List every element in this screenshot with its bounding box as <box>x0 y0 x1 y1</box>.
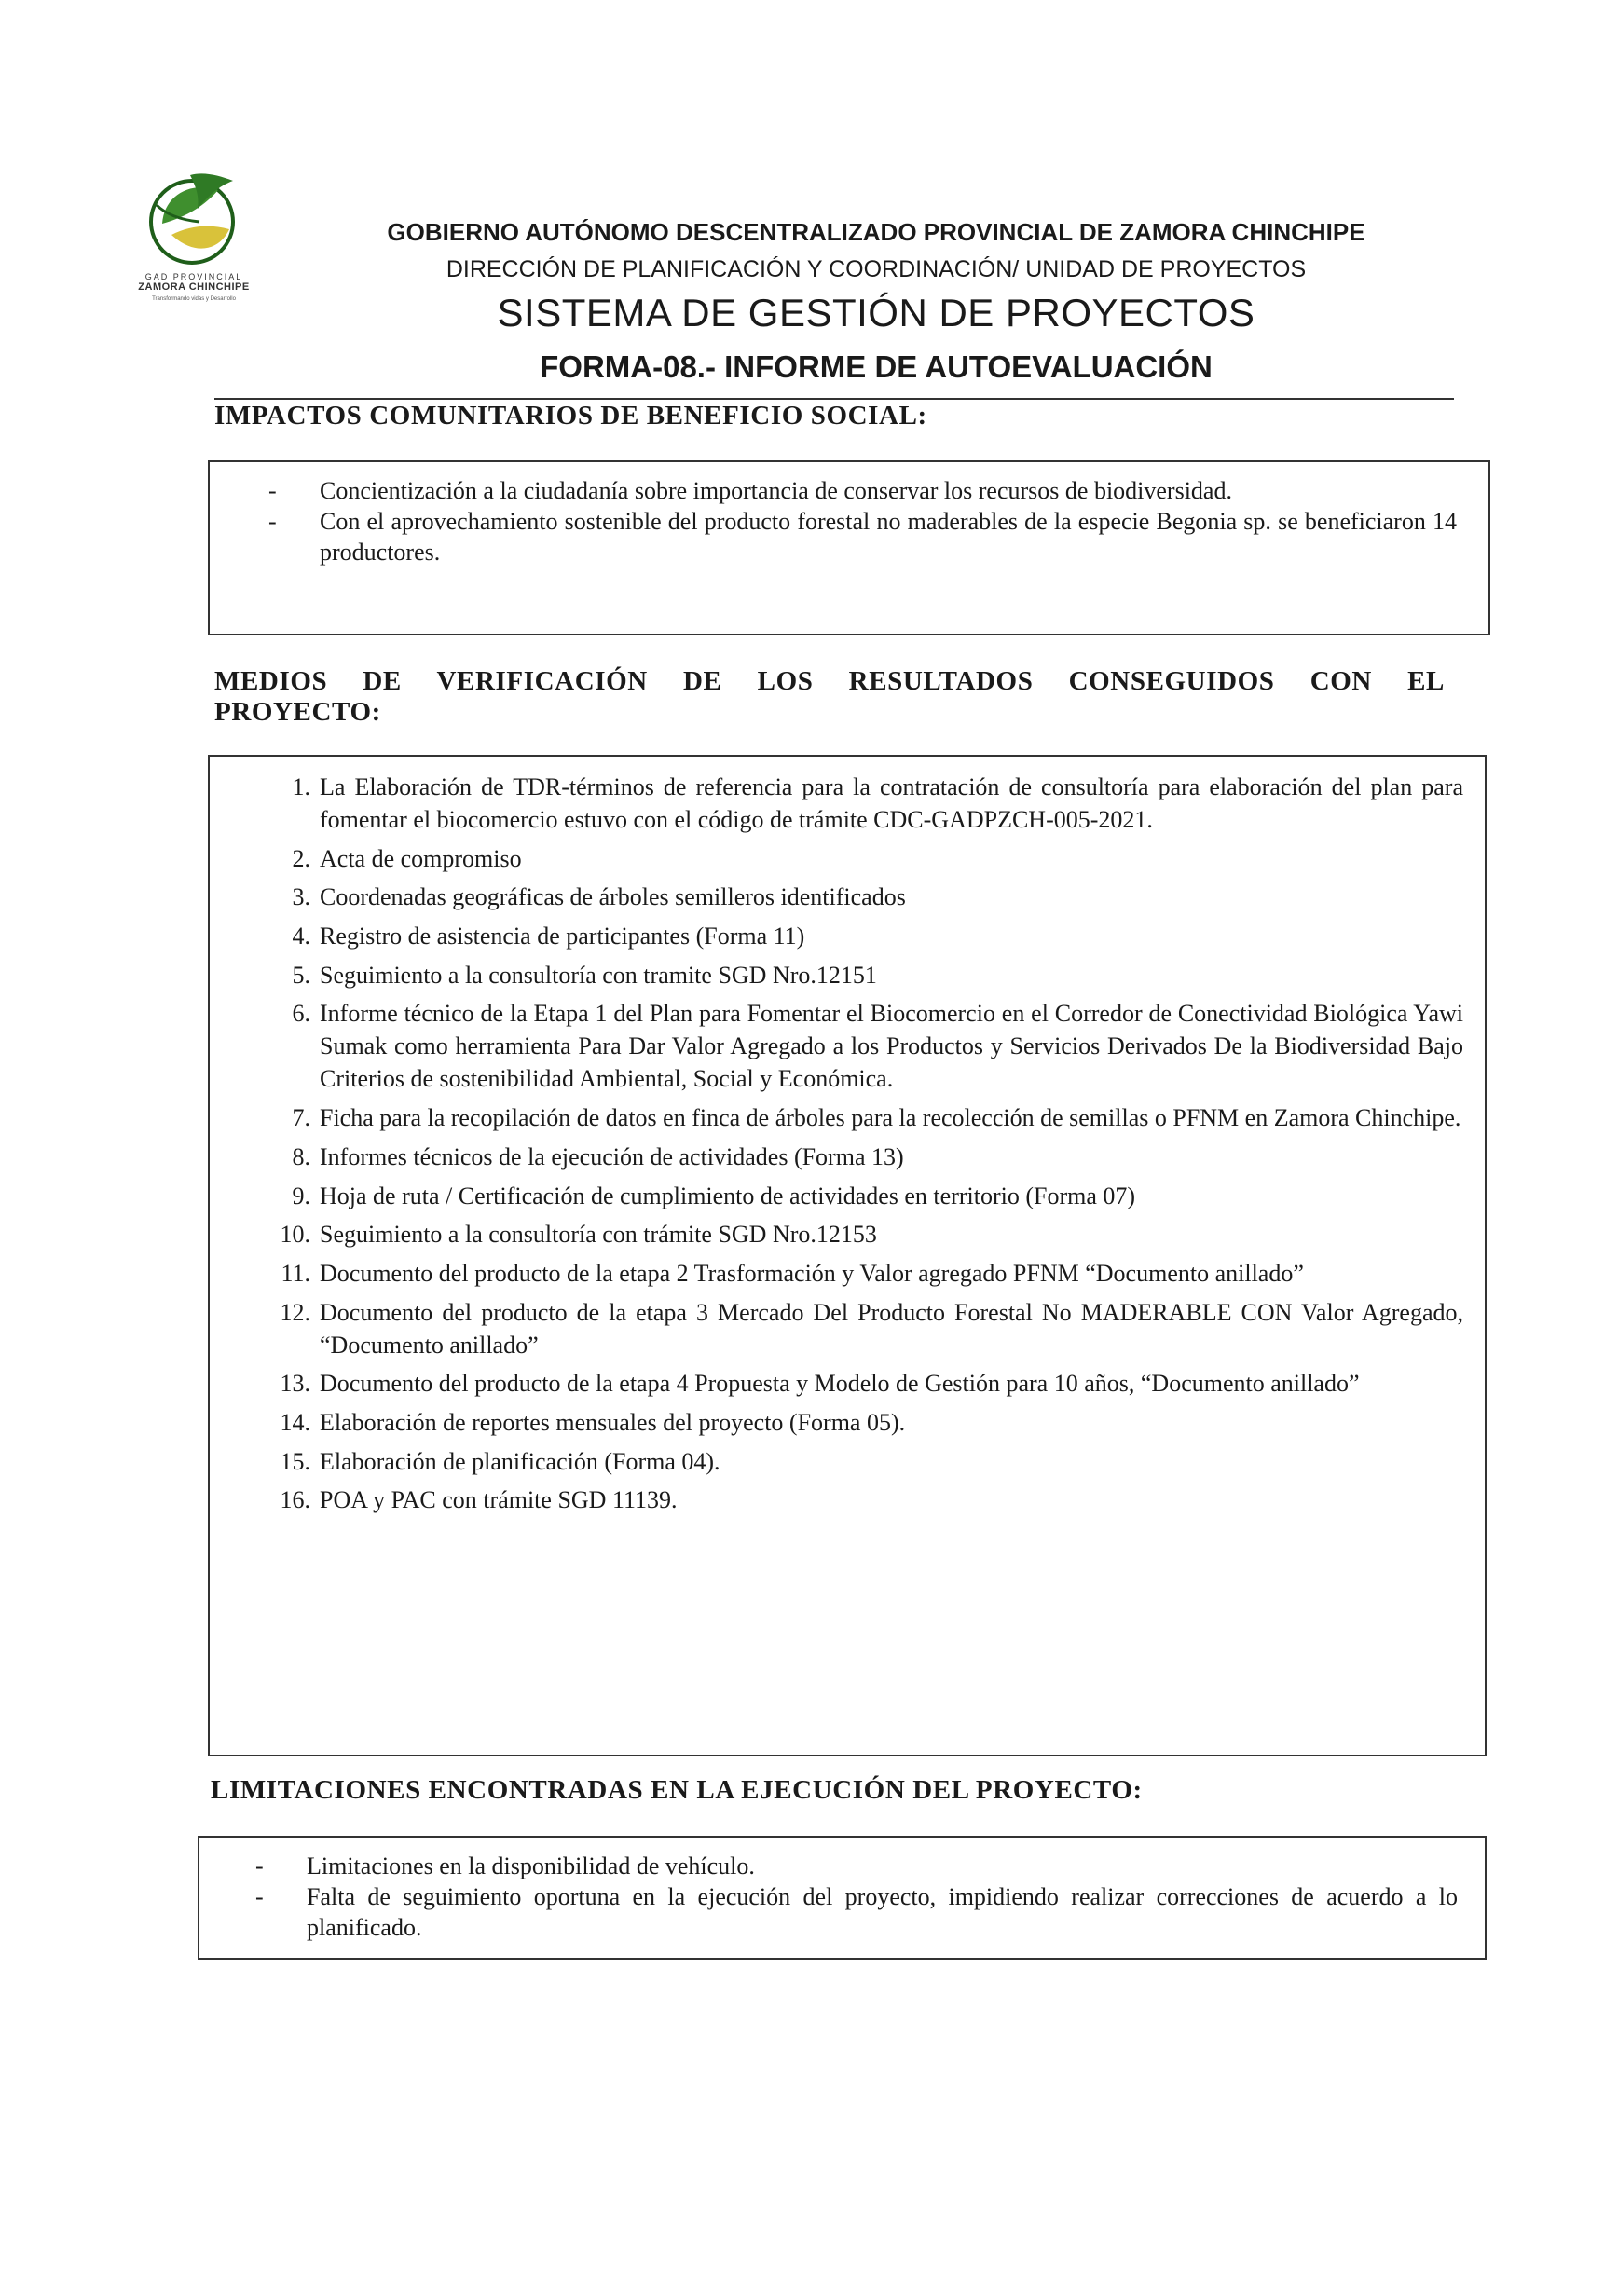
medios-item-text: Acta de compromiso <box>320 844 522 872</box>
medios-item-text: Coordenadas geográficas de árboles semilleros identificados <box>320 883 906 911</box>
medios-item <box>264 842 1463 875</box>
medios-item-text: Documento del producto de la etapa 3 Mercado Del Producto Forestal No MADERABLE CON Valor Agregado, “Documento anillado” <box>320 1298 1463 1359</box>
impactos-item: - Concientización a la ciudadanía sobre importancia de conservar los recursos de biodiversidad. <box>268 475 1457 506</box>
medios-item-number: 9. <box>292 1182 310 1210</box>
medios-item-number: 16. <box>280 1486 310 1514</box>
medios-item-text: Documento del producto de la etapa 2 Trasformación y Valor agregado PFNM “Documento anillado” <box>320 1259 1304 1287</box>
medios-item <box>264 1218 1463 1250</box>
medios-item-text: Seguimiento a la consultoría con tramite SGD Nro.12151 <box>320 961 877 989</box>
limitaciones-list <box>255 1851 1458 1943</box>
limitaciones-box <box>198 1836 1487 1960</box>
medios-item-text: La Elaboración de TDR-términos de referencia para la contratación de consultoría para elaboración del plan para fomentar el biocomercio estuvo con el código de trámite CDC-GADPZCH-005-2021. <box>320 773 1463 833</box>
medios-item <box>264 1483 1463 1516</box>
logo-caption-gad: GAD PROVINCIAL <box>144 272 243 281</box>
medios-item-number: 12. <box>280 1298 310 1326</box>
header-divider <box>214 398 1454 400</box>
medios-item-text: Elaboración de planificación (Forma 04). <box>320 1447 720 1475</box>
medios-item <box>264 920 1463 952</box>
logo-emblem-icon <box>144 168 246 270</box>
medios-item-number: 1. <box>292 773 310 800</box>
medios-list <box>264 771 1463 1523</box>
medios-item-text: Documento del producto de la etapa 4 Propuesta y Modelo de Gestión para 10 años, “Documento anillado” <box>320 1370 1360 1398</box>
medios-box <box>208 755 1487 1756</box>
direction-name: DIRECCIÓN DE PLANIFICACIÓN Y COORDINACIÓN/ UNIDAD DE PROYECTOS <box>446 256 1307 282</box>
medios-item-number: 15. <box>280 1447 310 1475</box>
institution-name: GOBIERNO AUTÓNOMO DESCENTRALIZADO PROVINCIAL DE ZAMORA CHINCHIPE <box>387 218 1365 246</box>
medios-item-text: Informes técnicos de la ejecución de actividades (Forma 13) <box>320 1142 904 1170</box>
medios-item-number: 6. <box>292 1000 310 1028</box>
medios-item-text: Hoja de ruta / Certificación de cumplimiento de actividades en territorio (Forma 07) <box>320 1182 1136 1210</box>
medios-item-number: 8. <box>292 1142 310 1170</box>
impactos-box <box>208 460 1490 636</box>
medios-item-number: 2. <box>292 844 310 872</box>
medios-item <box>264 997 1463 1095</box>
medios-item-number: 3. <box>292 883 310 911</box>
form-title: FORMA-08.- INFORME DE AUTOEVALUACIÓN <box>540 349 1213 384</box>
logo-caption-slogan: Transformando vidas y Desarrollo <box>152 296 236 302</box>
medios-item-number: 14. <box>280 1408 310 1436</box>
medios-title-line2: PROYECTO: <box>214 697 381 727</box>
medios-item <box>264 771 1463 836</box>
medios-item-number: 10. <box>280 1221 310 1249</box>
limitaciones-title: LIMITACIONES ENCONTRADAS EN LA EJECUCIÓN DEL PROYECTO: <box>211 1775 1143 1805</box>
medios-item <box>264 1445 1463 1478</box>
medios-item <box>264 1296 1463 1361</box>
logo-caption-province: ZAMORA CHINCHIPE <box>138 281 250 293</box>
impactos-item: - Con el aprovechamiento sostenible del producto forestal no maderables de la especie Begonia sp. se beneficiaron 14 productores. <box>268 506 1457 567</box>
medios-item <box>264 881 1463 913</box>
medios-item <box>264 1406 1463 1439</box>
medios-item-number: 4. <box>292 922 310 950</box>
medios-title-line1: MEDIOS DE VERIFICACIÓN DE LOS RESULTADOS CONSEGUIDOS CON EL <box>214 666 1445 696</box>
medios-item <box>264 1141 1463 1173</box>
medios-item-text: Elaboración de reportes mensuales del proyecto (Forma 05). <box>320 1408 906 1436</box>
medios-item <box>264 1180 1463 1212</box>
medios-item-text: Seguimiento a la consultoría con trámite SGD Nro.12153 <box>320 1221 877 1249</box>
medios-item-number: 5. <box>292 961 310 989</box>
impactos-title: IMPACTOS COMUNITARIOS DE BENEFICIO SOCIAL: <box>214 401 927 430</box>
medios-item <box>264 959 1463 991</box>
medios-item <box>264 1101 1463 1134</box>
limitaciones-item: - Falta de seguimiento oportuna en la ejecución del proyecto, impidiendo realizar correcciones de acuerdo a lo planificado. <box>255 1881 1458 1943</box>
limitaciones-item: - Limitaciones en la disponibilidad de vehículo. <box>255 1851 1458 1881</box>
institution-logo <box>110 168 278 308</box>
medios-item <box>264 1257 1463 1290</box>
medios-item-number: 7. <box>292 1104 310 1132</box>
system-title: SISTEMA DE GESTIÓN DE PROYECTOS <box>497 291 1255 335</box>
medios-item-text: Informe técnico de la Etapa 1 del Plan para Fomentar el Biocomercio en el Corredor de Conectividad Biológica Yawi Sumak como herramienta Para Dar Valor Agregado a los Productos y Servicios Derivados De la Biodiversidad Bajo Criterios de sostenibilidad Ambiental, Social y Económica. <box>320 1000 1463 1093</box>
medios-item-text: POA y PAC con trámite SGD 11139. <box>320 1486 678 1514</box>
medios-item-text: Registro de asistencia de participantes (Forma 11) <box>320 922 805 950</box>
medios-item-text: Ficha para la recopilación de datos en finca de árboles para la recolección de semillas o PFNM en Zamora Chinchipe. <box>320 1104 1461 1132</box>
medios-item <box>264 1367 1463 1400</box>
medios-item-number: 13. <box>280 1370 310 1398</box>
impactos-list <box>268 475 1457 567</box>
medios-item-number: 11. <box>281 1259 310 1287</box>
